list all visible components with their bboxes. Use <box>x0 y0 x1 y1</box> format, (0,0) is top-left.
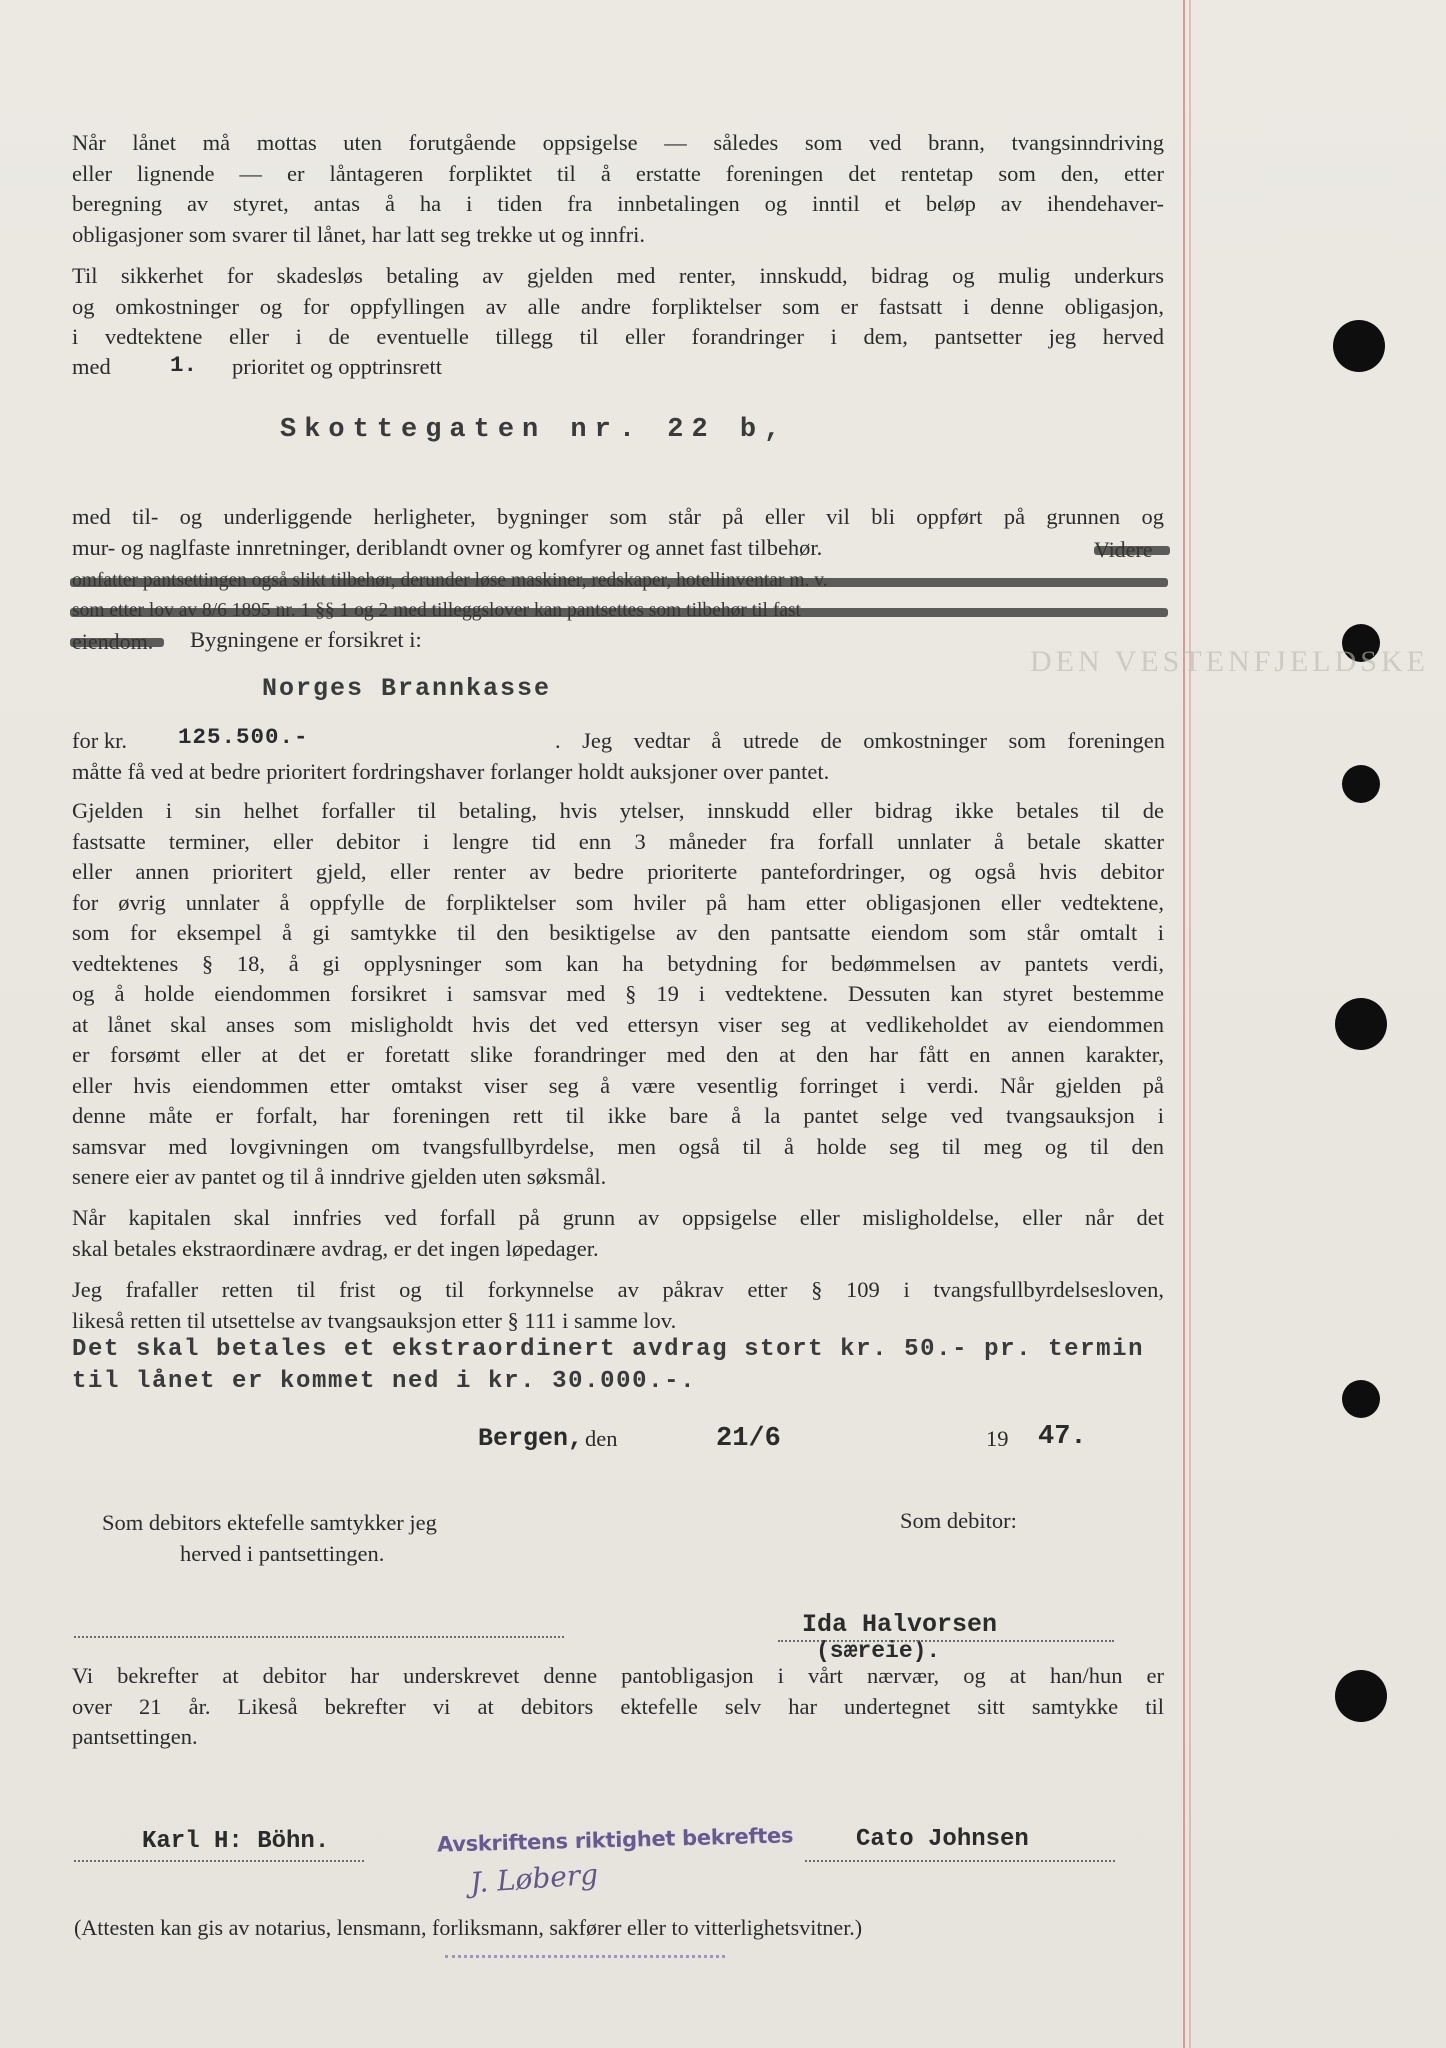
watermark: DEN VESTENFJELDSKE <box>1030 645 1429 678</box>
priority-suffix: prioritet og opptrinsrett <box>232 354 442 379</box>
text-line: som for eksempel å gi samtykke til den besiktigelse av den pantsatte eiendom som står omtalt i <box>72 920 1164 945</box>
amount-text: . Jeg vedtar å utrede de omkostninger som foreningen <box>555 728 1165 753</box>
punch-hole <box>1342 765 1380 803</box>
stamp-smudge <box>445 1955 725 1964</box>
date-day: 21/6 <box>716 1424 781 1454</box>
debtor-label: Som debitor: <box>900 1508 1017 1533</box>
text-line: Jeg frafaller retten til frist og til forkynnelse av påkrav etter § 109 i tvangsfullbyrdelsesloven, <box>72 1277 1164 1302</box>
text-line: er forsømt eller at det er foretatt slike forandringer med den at den har fått en annen karakter, <box>72 1042 1164 1067</box>
paragraph-default <box>72 796 1164 1193</box>
text-line: beregning av styret, antas å ha i tiden fra innbetalingen og inntil et beløp av ihendehaver- <box>72 191 1164 216</box>
text-line: pantsettingen. <box>72 1724 198 1749</box>
spouse-signature-line <box>74 1636 564 1638</box>
paragraph-costs-end: måtte få ved at bedre prioritert fordringshaver forlanger holdt auksjoner over pantet. <box>72 759 830 784</box>
text-line: vedtektenes § 18, å gi opplysninger som kan ha betydning for bedømmelsen av pantets verdi, <box>72 950 1164 976</box>
witness-two-signature-line <box>805 1860 1115 1862</box>
text-line: likeså retten til utsettelse av tvangsauksjon etter § 111 i samme lov. <box>72 1307 677 1333</box>
text-line: obligasjoner som svarer til lånet, har latt seg trekke ut og innfri. <box>72 221 645 247</box>
spouse-consent-line: herved i pantsettingen. <box>180 1541 385 1566</box>
text-line: eller lignende — er låntageren forpliktet til å erstatte foreningen det rentetap som den, etter <box>72 160 1164 186</box>
paragraph-redemption <box>72 1203 1164 1264</box>
strike-bar <box>1094 546 1170 555</box>
punch-hole <box>1342 1380 1380 1418</box>
text-line: at lånet skal anses som misligholdt hvis det ved ettersyn viser seg at vedlikeholdet av eiendommen <box>72 1011 1164 1037</box>
text-line: Når lånet må mottas uten forutgående oppsigelse — således som ved brann, tvangsinndriving <box>72 130 1164 155</box>
insured-label: Bygningene er forsikret i: <box>190 627 422 652</box>
punch-hole <box>1335 1670 1387 1722</box>
paragraph-security <box>72 261 1164 353</box>
text-line: Gjelden i sin helhet forfaller til betaling, hvis ytelser, innskudd eller bidrag ikke betales til de <box>72 798 1164 823</box>
margin-line <box>1183 0 1185 2048</box>
text-line: denne måte er forfalt, har foreningen rett til ikke bare å la pantet selge ved tvangsauksjon i <box>72 1103 1164 1128</box>
footer-note: (Attesten kan gis av notarius, lensmann, forliksmann, sakfører eller to vitterlighetsvitner.) <box>74 1915 863 1940</box>
paragraph-appurtenances <box>72 502 1164 563</box>
text-line: senere eier av pantet og til å inndrive gjelden uten søksmål. <box>72 1164 607 1189</box>
text-line: eller annen prioritert gjeld, eller renter av bedre prioriterte pantefordringer, og også hvis debitor <box>72 859 1164 884</box>
witness-one: Karl H: Böhn. <box>142 1828 330 1855</box>
extra-instalment-line: til lånet er kommet ned i kr. 30.000.-. <box>72 1368 697 1395</box>
strike-bar <box>70 638 164 647</box>
date-year: 47. <box>1038 1422 1087 1452</box>
text-line: mur- og naglfaste innretninger, deriblandt ovner og komfyrer og annet fast tilbehør. <box>72 534 823 560</box>
amount-prefix: for kr. <box>72 728 127 753</box>
certification-stamp: Avskriftens riktighet bekreftes <box>436 1823 794 1857</box>
extra-instalment-line: Det skal betales et ekstraordinert avdrag stort kr. 50.- pr. termin <box>72 1336 1145 1363</box>
debtor-note: (særeie). <box>816 1638 941 1664</box>
strike-bar <box>70 608 1168 617</box>
text-line: fastsatte terminer, eller debitor i lengre tid enn 3 måneder fra forfall unnlater å betale skatter <box>72 828 1164 854</box>
text-line: og omkostninger og for oppfyllingen av alle andre forpliktelser som er fastsatt i denne obligasjon, <box>72 293 1164 319</box>
punch-hole <box>1333 320 1385 372</box>
text-line: eller hvis eiendommen etter omtakst viser seg å være vesentlig forringet i verdi. Når gjelden på <box>72 1072 1164 1098</box>
priority-prefix: med <box>72 354 111 379</box>
text-line: skal betales ekstraordinære avdrag, er det ingen løpedager. <box>72 1235 599 1261</box>
text-line: Når kapitalen skal innfries ved forfall på grunn av oppsigelse eller misligholdelse, eller når det <box>72 1205 1164 1230</box>
debtor-signature-line <box>778 1640 1114 1642</box>
text-line: Vi bekrefter at debitor har underskrevet denne pantobligasjon i vårt nærvær, og at han/hun er <box>72 1663 1164 1688</box>
debtor-name: Ida Halvorsen <box>802 1610 998 1639</box>
date-century: 19 <box>986 1426 1009 1451</box>
insured-amount: 125.500.- <box>178 724 309 750</box>
spouse-consent-line: Som debitors ektefelle samtykker jeg <box>102 1510 437 1535</box>
margin-line-secondary <box>1189 0 1191 2048</box>
priority-number: 1. <box>170 352 198 378</box>
paragraph-witness <box>72 1661 1164 1753</box>
punch-hole <box>1335 998 1387 1050</box>
paragraph-waiver <box>72 1275 1164 1336</box>
text-line: samsvar med lovgivningen om tvangsfullbyrdelse, men også til å holde seg til meg og til den <box>72 1133 1164 1159</box>
date-den: den <box>585 1426 618 1451</box>
property-address: Skottegaten nr. 22 b, <box>280 415 789 445</box>
witness-two: Cato Johnsen <box>856 1826 1029 1853</box>
text-line: Til sikkerhet for skadesløs betaling av gjelden med renter, innskudd, bidrag og mulig underkurs <box>72 263 1164 288</box>
stamp-signature: J. Løberg <box>469 1857 600 1900</box>
text-line: med til- og underliggende herligheter, bygninger som står på eller vil bli oppført på grunnen og <box>72 504 1164 529</box>
strike-bar <box>70 578 1168 587</box>
text-line: over 21 år. Likeså bekrefter vi at debitors ektefelle selv har undertegnet sitt samtykke til <box>72 1693 1164 1719</box>
paragraph-early-repayment <box>72 128 1164 250</box>
text-line: for øvrig unnlater å oppfylle de forpliktelser som hviler på ham etter obligasjonen eller vedtektene, <box>72 889 1164 915</box>
text-line: og å holde eiendommen forsikret i samsvar med § 19 i vedtektene. Dessuten kan styret bestemme <box>72 981 1164 1006</box>
date-place: Bergen, <box>478 1424 584 1453</box>
insurer-name: Norges Brannkasse <box>262 674 552 703</box>
witness-one-signature-line <box>74 1860 364 1862</box>
text-line: i vedtektene eller i de eventuelle tillegg til eller forandringer i dem, pantsetter jeg herved <box>72 324 1164 349</box>
